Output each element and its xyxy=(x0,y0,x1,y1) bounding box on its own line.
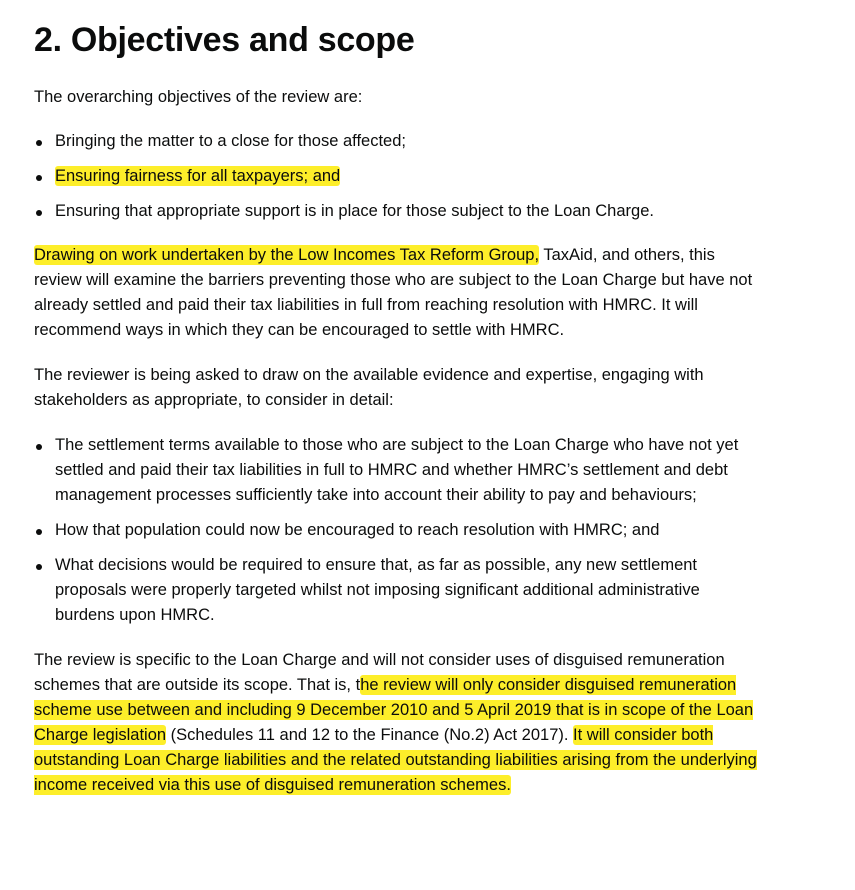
highlighted-text: Ensuring fairness for all taxpayers; and xyxy=(55,167,341,185)
paragraph-text: The review is specific to the Loan Charge and will not consider uses of disguised remuneration schemes that are outside its scope. That is, t xyxy=(34,651,725,694)
highlighted-text: he review will only consider disguised remuneration scheme use between and including 9 December 2010 and 5 April 2019 that is in scope of the Loan Charge legislation xyxy=(34,676,754,744)
paragraph-text: (Schedules 11 and 12 to the Finance (No.2) Act 2017). xyxy=(166,726,574,744)
list-item: How that population could now be encouraged to reach resolution with HMRC; and xyxy=(34,518,746,543)
highlighted-text: It will consider both outstanding Loan Charge liabilities and the related outstanding liabilities arising from the underlying income received via this use of disguised remuneration schemes. xyxy=(34,726,757,794)
paragraph-text: TaxAid, and others, this review will examine the barriers preventing those who are subject to the Loan Charge but have not already settled and paid their tax liabilities in full from reaching resolution with HMRC. It will recommend ways in which they can be encouraged to settle with HMRC. xyxy=(34,246,753,339)
list-item: What decisions would be required to ensure that, as far as possible, any new settlement proposals were properly targeted whilst not imposing significant additional administrative burdens upon HMRC. xyxy=(34,553,746,628)
list-item: Ensuring that appropriate support is in place for those subject to the Loan Charge. xyxy=(34,199,764,224)
scope-limits-paragraph xyxy=(34,648,764,798)
details-list xyxy=(34,433,746,628)
reviewer-paragraph: The reviewer is being asked to draw on the available evidence and expertise, engaging with stakeholders as appropriate, to consider in detail: xyxy=(34,366,704,409)
objectives-intro: The overarching objectives of the review are: xyxy=(34,88,363,106)
list-item: The settlement terms available to those who are subject to the Loan Charge who have not yet settled and paid their tax liabilities in full to HMRC and whether HMRC’s settlement and debt management processes sufficiently take into account their ability to pay and behaviours; xyxy=(34,433,746,508)
highlighted-text: Drawing on work undertaken by the Low Incomes Tax Reform Group, xyxy=(34,246,540,264)
list-item xyxy=(34,164,764,189)
section-heading: 2. Objectives and scope xyxy=(34,21,415,59)
list-item: Bringing the matter to a close for those affected; xyxy=(34,129,764,154)
objectives-list xyxy=(34,129,764,224)
review-scope-paragraph xyxy=(34,243,764,343)
document-section xyxy=(34,18,764,798)
